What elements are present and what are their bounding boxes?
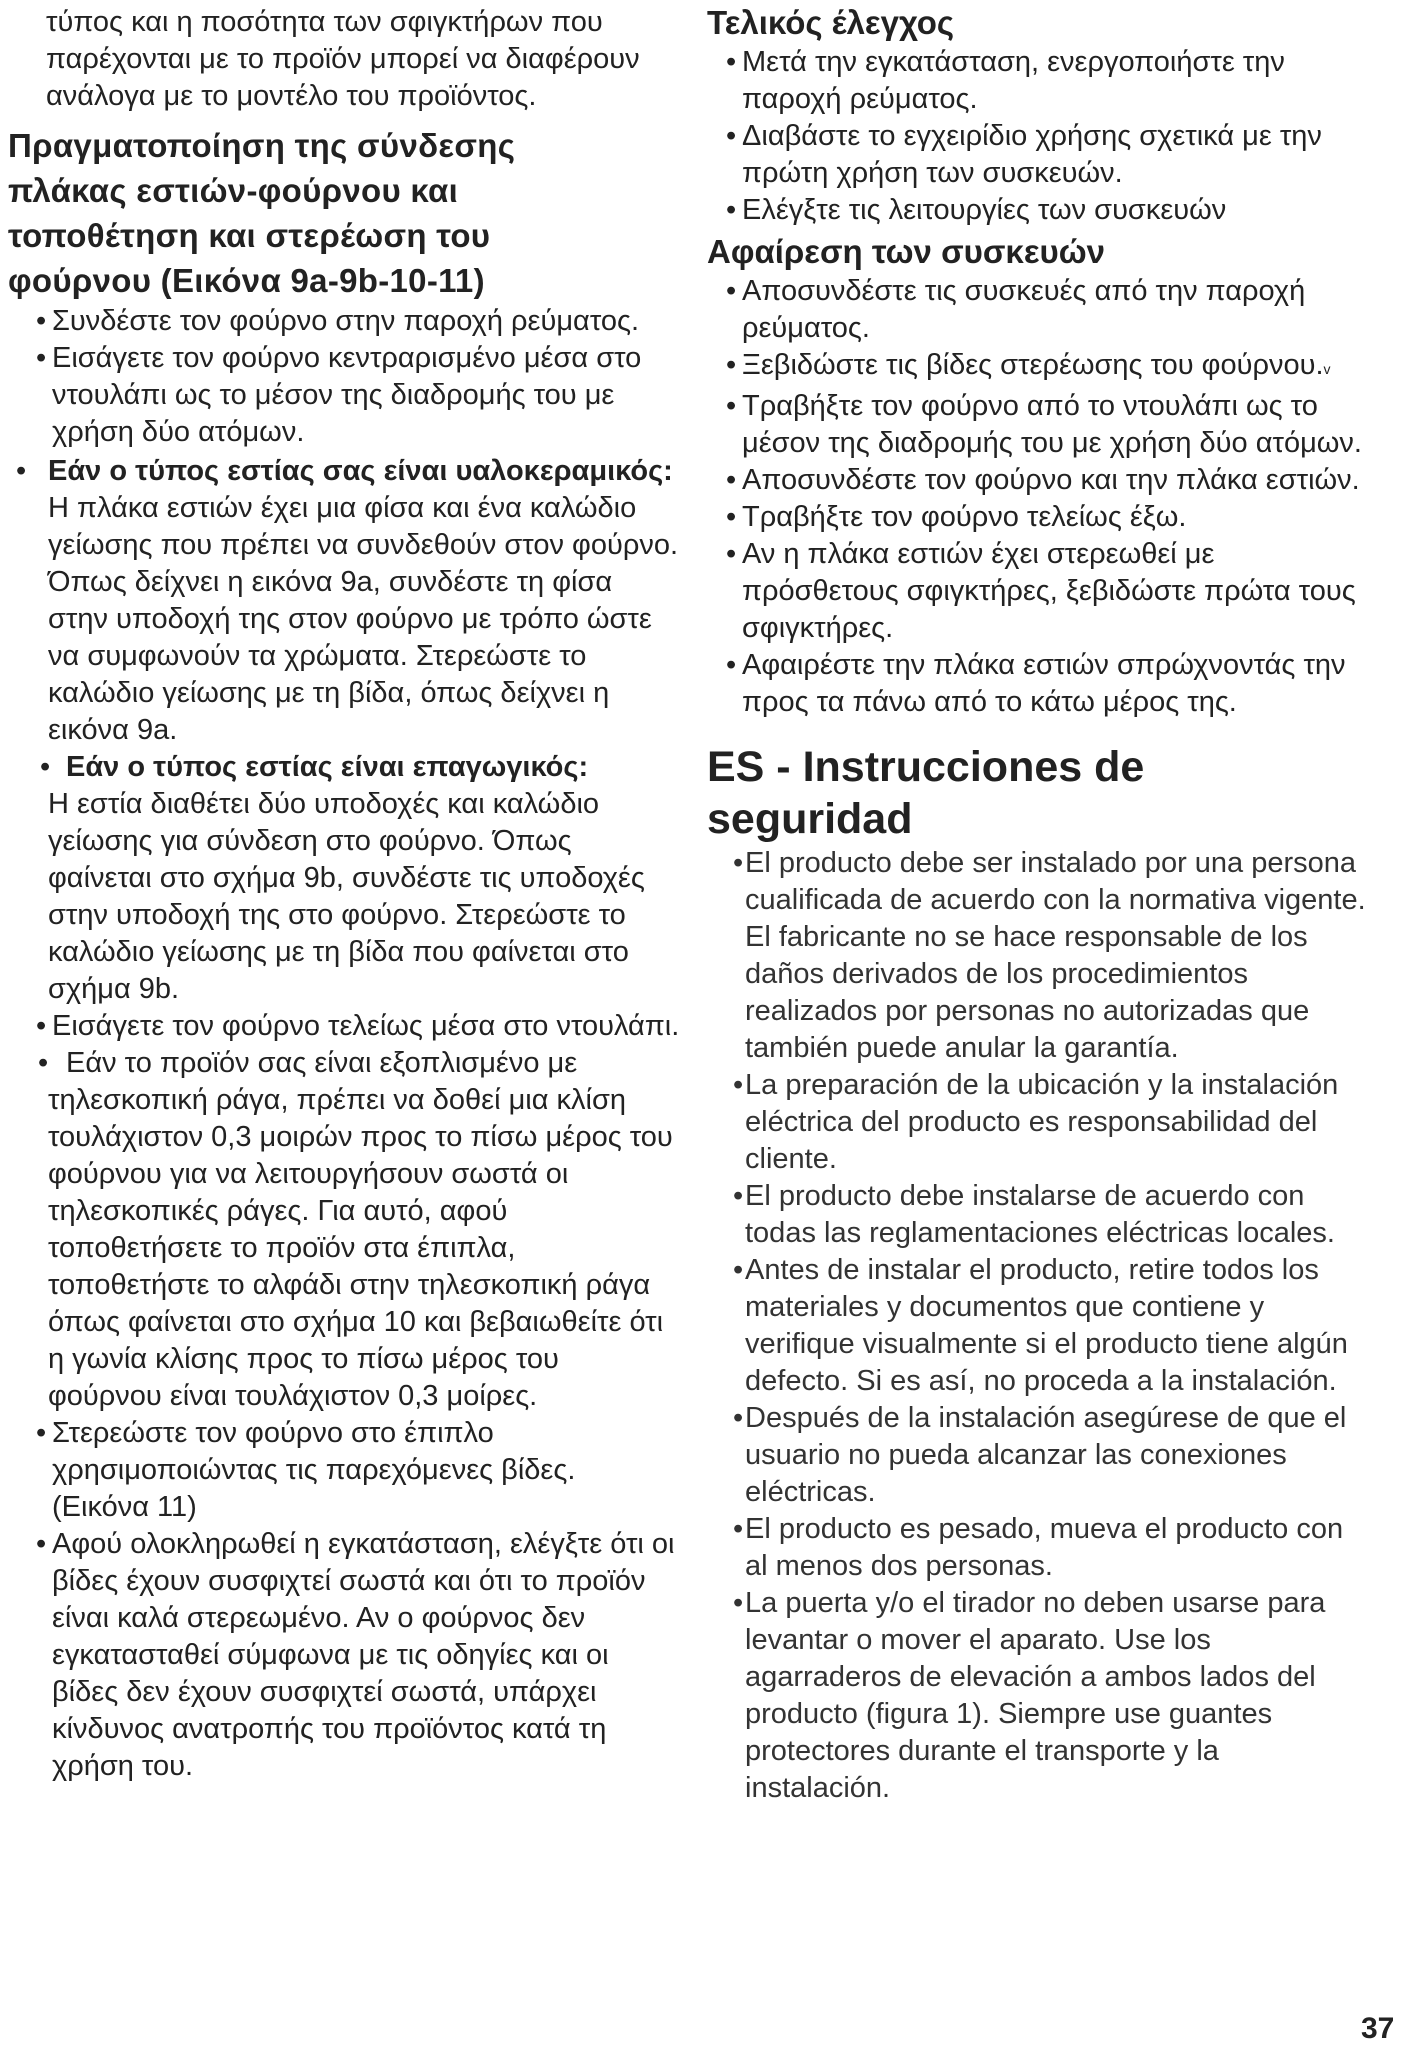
bullet-icon: • <box>733 1180 744 1212</box>
list-item <box>707 1400 1372 1511</box>
list-item-text: La preparación de la ubicación y la instalación eléctrica del producto es responsabilidad del cliente. <box>745 1069 1339 1175</box>
bullet-icon: • <box>726 538 737 570</box>
list-item <box>8 303 680 340</box>
bullet-icon: • <box>733 1587 744 1619</box>
list-item-text: Συνδέστε τον φούρνο στην παροχή ρεύματος. <box>52 305 640 337</box>
list-item-lead: Εάν ο τύπος εστίας είναι επαγωγικός: <box>66 751 589 783</box>
list-item <box>707 273 1372 347</box>
list-item-text: Διαβάστε το εγχειρίδιο χρήσης σχετικά με την πρώτη χρήση των συσκευών. <box>742 120 1322 189</box>
bullet-icon: • <box>36 342 47 374</box>
list-item <box>8 453 680 749</box>
bullet-icon: • <box>726 501 737 533</box>
list-item-text: Η πλάκα εστιών έχει μια φίσα και ένα καλώδιο γείωσης που πρέπει να συνδεθούν στον φούρνο. Όπως δείχνει η εικόνα 9a, συνδέστε τη φίσα στην υποδοχή της στον φούρνο με τρόπο ώστε να συμφωνούν τα χρώματα. Στερεώστε το καλώδιο γείωσης με τη βίδα, όπως δείχνει η εικόνα 9a. <box>48 492 679 746</box>
list-item-text: Αποσυνδέστε τις συσκευές από την παροχή ρεύματος. <box>742 275 1306 344</box>
list-item <box>707 192 1372 229</box>
list-item <box>707 647 1372 721</box>
bullet-icon: • <box>36 1528 47 1560</box>
left-column <box>8 0 680 1785</box>
list-item-text: La puerta y/o el tirador no deben usarse para levantar o mover el aparato. Use los agarraderos de elevación a ambos lados del producto (figura 1). Siempre use guantes protectores durante el transporte y la instalación. <box>745 1587 1326 1804</box>
list-item-text: Εισάγετε τον φούρνο τελείως μέσα στο ντουλάπι. <box>52 1010 680 1042</box>
bullet-icon: • <box>726 275 737 307</box>
list-item <box>8 749 680 1008</box>
bullet-icon: • <box>16 455 27 487</box>
list-item-text: Τραβήξτε τον φούρνο από το ντουλάπι ως το μέσον της διαδρομής του με χρήση δύο ατόμων. <box>742 390 1362 459</box>
bullet-icon: • <box>40 751 51 783</box>
bullet-icon: • <box>726 464 737 496</box>
list-item-text: Τραβήξτε τον φούρνο τελείως έξω. <box>742 501 1187 533</box>
list-item-text: Μετά την εγκατάσταση, ενεργοποιήστε την παροχή ρεύματος. <box>742 46 1285 115</box>
list-item-text: Antes de instalar el producto, retire todos los materiales y documentos que contiene y verifique visualmente si el producto tiene algún defecto. Si es así, no proceda a la instalación. <box>745 1254 1348 1397</box>
list-item-text: Αφού ολοκληρωθεί η εγκατάσταση, ελέγξτε ότι οι βίδες έχουν συσφιχτεί σωστά και ότι το προϊόν είναι καλά στερεωμένο. Αν ο φούρνος δεν εγκατασταθεί σύμφωνα με τις οδηγίες και οι βίδες δεν έχουν συσφιχτεί σωστά, υπάρχει κίνδυνος ανατροπής του προϊόντος κατά τη χρήση του. <box>52 1528 675 1782</box>
list-item-lead: Εάν ο τύπος εστίας σας είναι υαλοκεραμικός: <box>48 455 673 487</box>
bullet-icon: • <box>38 1047 49 1079</box>
list-item <box>8 340 680 451</box>
bullet-icon: • <box>36 1010 47 1042</box>
bullet-icon: • <box>36 305 47 337</box>
list-item <box>8 1008 680 1045</box>
bullet-icon: • <box>726 120 737 152</box>
list-item <box>8 1526 680 1785</box>
bullet-icon: • <box>726 390 737 422</box>
bullet-icon: • <box>726 649 737 681</box>
final-check-heading: Τελικός έλεγχος <box>707 4 955 41</box>
bullet-icon: • <box>733 1513 744 1545</box>
stray-mark: v <box>1323 361 1331 377</box>
list-item-text: Η εστία διαθέτει δύο υποδοχές και καλώδιο γείωσης για σύνδεση στο φούρνο. Όπως φαίνεται στο σχήμα 9b, συνδέστε τις υποδοχές στην υποδοχή της στο φούρνο. Στερεώστε το καλώδιο γείωσης με τη βίδα που φαίνεται στο σχήμα 9b. <box>48 788 645 1005</box>
list-item-text: Ξεβιδώστε τις βίδες στερέωσης του φούρνου. <box>742 349 1324 381</box>
page-number: 37 <box>1361 2012 1395 2045</box>
bullet-icon: • <box>726 46 737 78</box>
list-item-text: Después de la instalación asegúrese de que el usuario no pueda alcanzar las conexiones eléctricas. <box>745 1402 1347 1508</box>
section-heading-connection: Πραγματοποίηση της σύνδεσης πλάκας εστιών-φούρνου και τοποθέτηση και στερέωση του φούρνου (Εικόνα 9a-9b-10-11) <box>8 127 516 299</box>
bullet-icon: • <box>733 847 744 879</box>
intro-paragraph: τύπος και η ποσότητα των σφιγκτήρων που παρέχονται με το προϊόν μπορεί να διαφέρουν ανάλογα με το μοντέλο του προϊόντος. <box>46 6 640 112</box>
list-item <box>707 462 1372 499</box>
bullet-icon: • <box>733 1402 744 1434</box>
list-item <box>707 1585 1372 1807</box>
list-item <box>707 347 1372 388</box>
list-item-text: Εάν το προϊόν σας είναι εξοπλισμένο με τηλεσκοπική ράγα, πρέπει να δοθεί μια κλίση τουλάχιστον 0,3 μοιρών προς το πίσω μέρος του φούρνου για να λειτουργήσουν σωστά οι τηλεσκοπικές ράγες. Για αυτό, αφού τοποθετήσετε το προϊόν στα έπιπλα, τοποθετήστε το αλφάδι στην τηλεσκοπική ράγα όπως φαίνεται στο σχήμα 10 και βεβαιωθείτε ότι η γωνία κλίσης προς το πίσω μέρος του φούρνου είναι τουλάχιστον 0,3 μοίρες. <box>48 1047 673 1412</box>
list-item <box>8 1415 680 1526</box>
list-item-text: El producto es pesado, mueva el producto con al menos dos personas. <box>745 1513 1344 1582</box>
list-item <box>707 499 1372 536</box>
bullet-icon: • <box>36 1417 47 1449</box>
list-item <box>8 1045 680 1415</box>
bullet-icon: • <box>733 1069 744 1101</box>
list-item <box>707 1178 1372 1252</box>
list-item <box>707 44 1372 118</box>
list-item <box>707 1067 1372 1178</box>
list-item <box>707 1511 1372 1585</box>
right-column <box>707 0 1372 1807</box>
list-item-text: El producto debe ser instalado por una persona cualificada de acuerdo con la normativa vigente. El fabricante no se hace responsable de los daños derivados de los procedimientos realizados por personas no autorizadas que también puede anular la garantía. <box>745 847 1366 1064</box>
removal-heading: Αφαίρεση των συσκευών <box>707 233 1105 270</box>
bullet-icon: • <box>726 349 737 381</box>
list-item <box>707 845 1372 1067</box>
es-section-title: ES - Instrucciones de seguridad <box>707 743 1145 843</box>
list-item <box>707 536 1372 647</box>
list-item-text: Αποσυνδέστε τον φούρνο και την πλάκα εστιών. <box>742 464 1360 496</box>
bullet-icon: • <box>726 194 737 226</box>
list-item <box>707 388 1372 462</box>
list-item <box>707 1252 1372 1400</box>
list-item-text: Ελέγξτε τις λειτουργίες των συσκευών <box>742 194 1227 226</box>
bullet-icon: • <box>733 1254 744 1286</box>
list-item-text: Στερεώστε τον φούρνο στο έπιπλο χρησιμοποιώντας τις παρεχόμενες βίδες. (Εικόνα 11) <box>52 1417 576 1523</box>
list-item <box>707 118 1372 192</box>
list-item-text: Εισάγετε τον φούρνο κεντραρισμένο μέσα στο ντουλάπι ως το μέσον της διαδρομής του με χρήση δύο ατόμων. <box>52 342 642 448</box>
list-item-text: Αν η πλάκα εστιών έχει στερεωθεί με πρόσθετους σφιγκτήρες, ξεβιδώστε πρώτα τους σφιγκτήρες. <box>742 538 1356 644</box>
list-item-text: El producto debe instalarse de acuerdo con todas las reglamentaciones eléctricas locales. <box>745 1180 1335 1249</box>
list-item-text: Αφαιρέστε την πλάκα εστιών σπρώχνοντάς την προς τα πάνω από το κάτω μέρος της. <box>742 649 1346 718</box>
